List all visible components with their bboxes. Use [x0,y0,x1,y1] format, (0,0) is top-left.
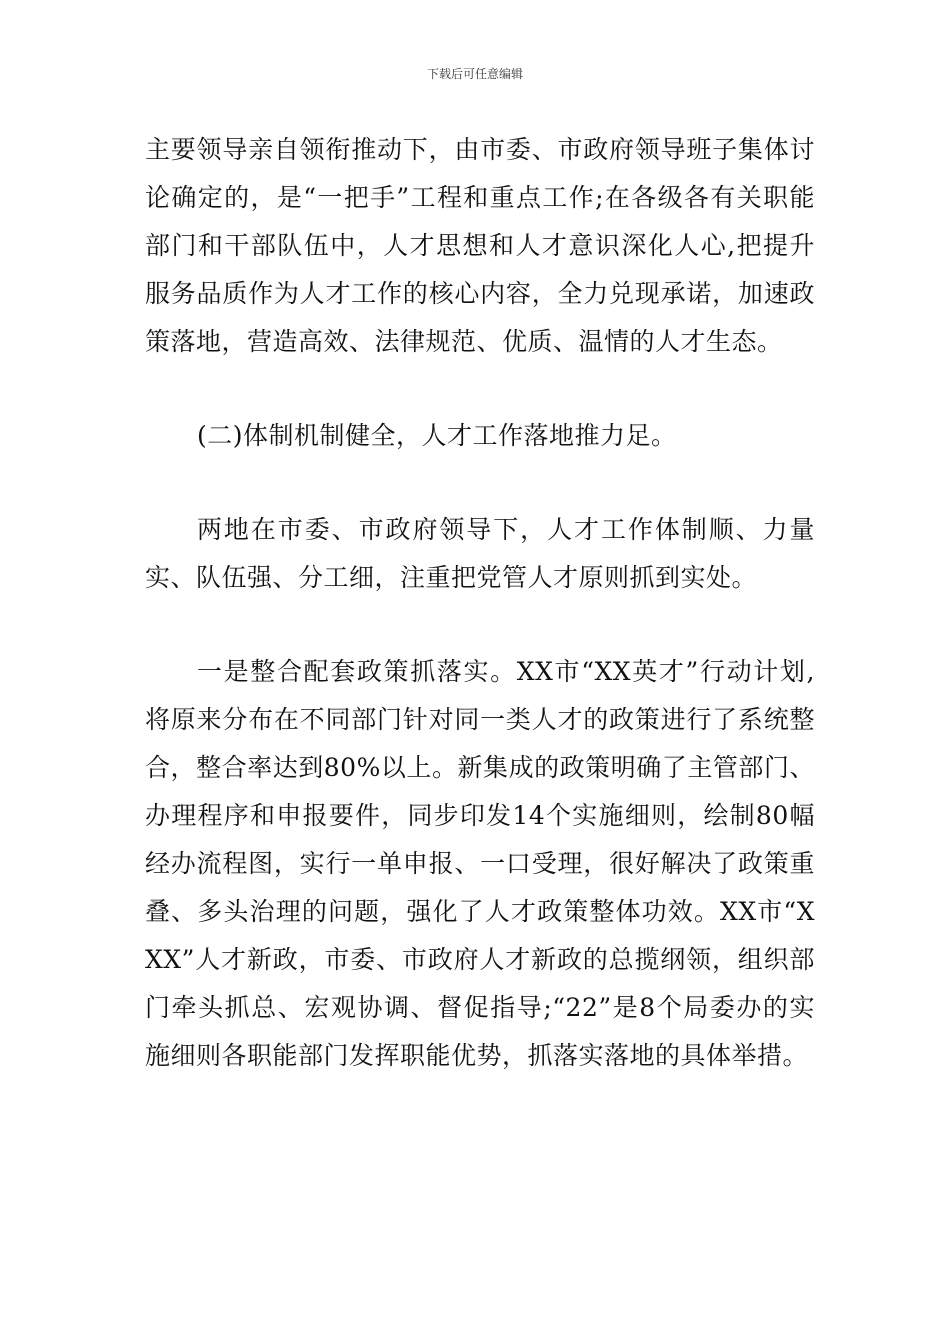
paragraph-two-cities: 两地在市委、市政府领导下，人才工作体制顺、力量实、队伍强、分工细，注重把党管人才原则抓到实处。 [145,515,815,592]
paragraph-policy-integration: 一是整合配套政策抓落实。XX市“XX英才”行动计划,将原来分布在不同部门针对同一类人才的政策进行了系统整合，整合率达到80%以上。新集成的政策明确了主管部门、办理程序和申报要件，同步印发14个实施细则，绘制80幅经办流程图，实行一单申报、一口受理，很好解决了政策重叠、多头治理的问题，强化了人才政策整体功效。XX市“XXX”人才新政，市委、市政府人才新政的总揽纲领，组织部门牵头抓总、宏观协调、督促指导;“22”是8个局委办的实施细则各职能部门发挥职能优势，抓落实落地的具体举措。 [145,657,815,1070]
page-header-note: 下载后可任意编辑 [426,67,523,81]
paragraph-leadership: 主要领导亲自领衔推动下，由市委、市政府领导班子集体讨论确定的，是“一把手”工程和重点工作;在各级各有关职能部门和干部队伍中，人才思想和人才意识深化人心,把提升服务品质作为人才工作的核心内容，全力兑现承诺，加速政策落地，营造高效、法律规范、优质、温情的人才生态。 [145,135,815,356]
section-heading-mechanism: (二)体制机制健全，人才工作落地推力足。 [197,421,677,450]
document-body [145,126,815,1080]
